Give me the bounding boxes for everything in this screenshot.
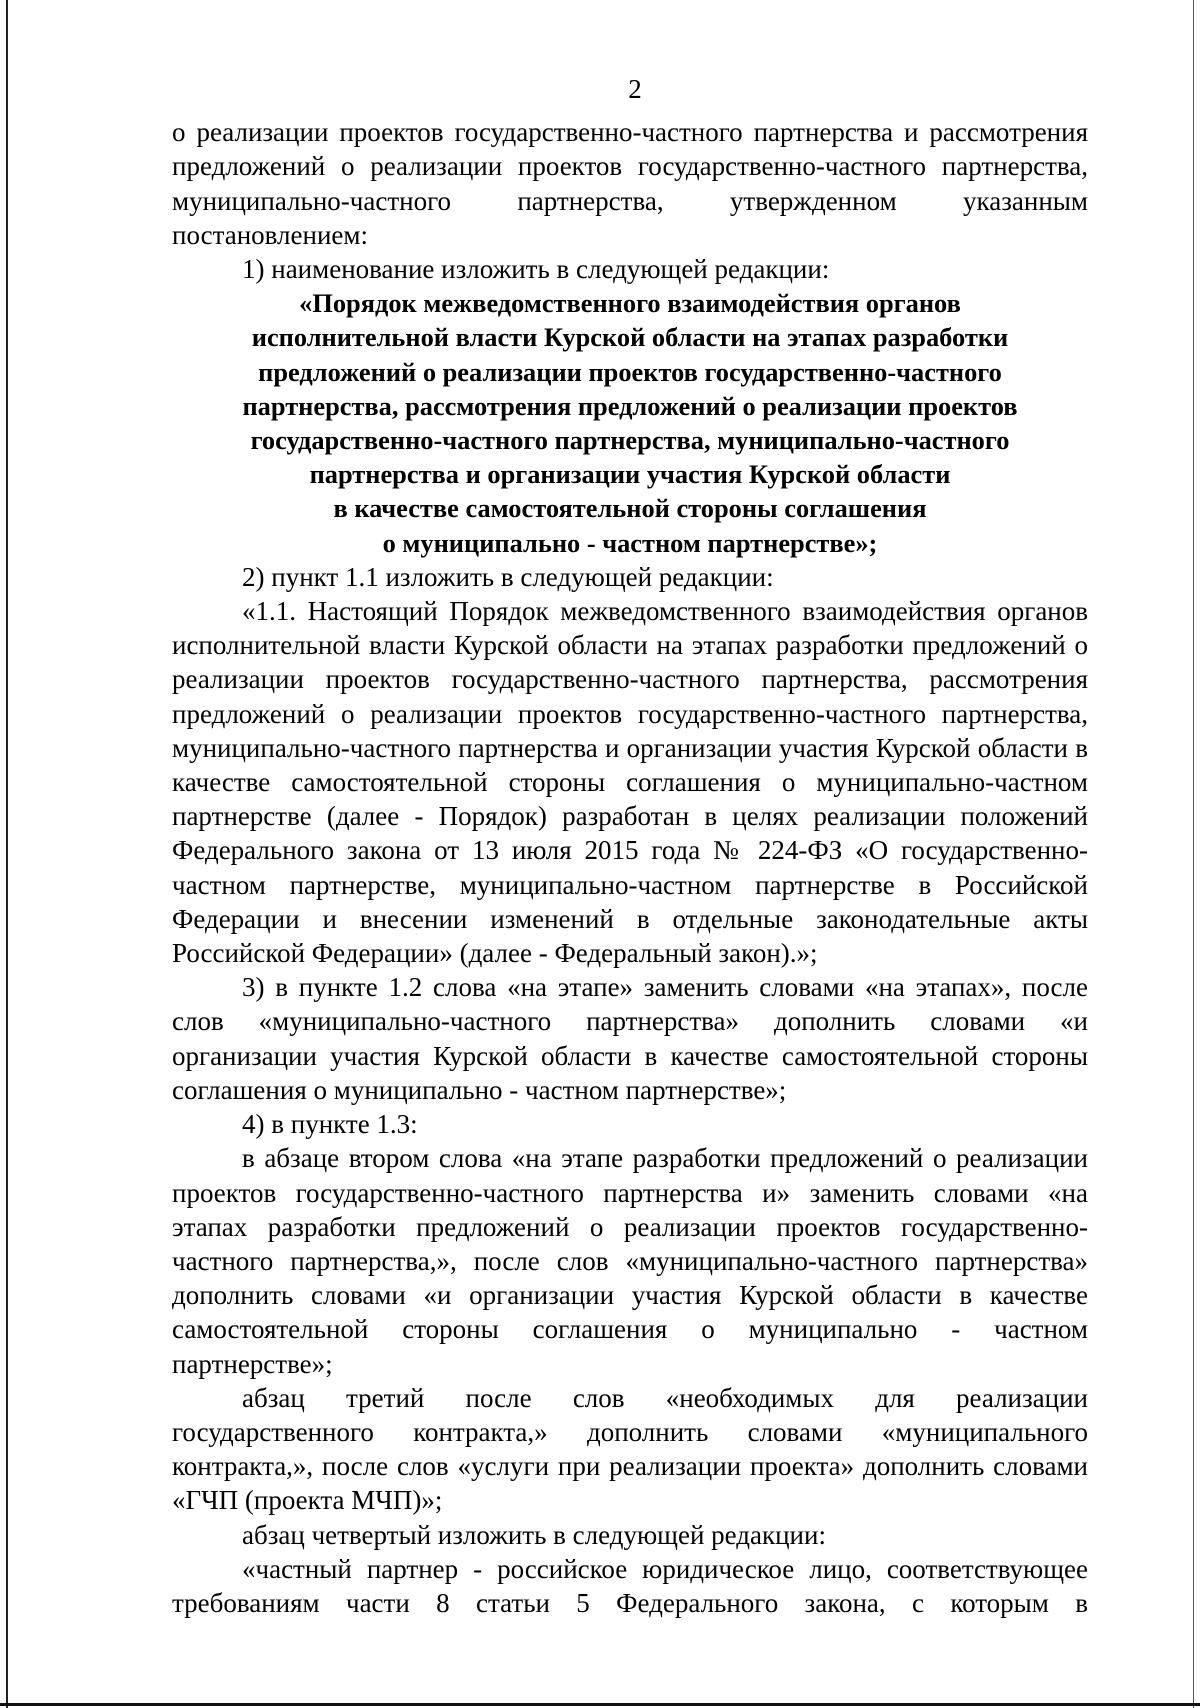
item-3: 3) в пункте 1.2 слова «на этапе» заменить словами «на этапах», после слов «муниципально-частного партнерства» дополнить словами «и организации участия Курской области в качестве самостоятельной стороны соглашения о муниципально - частном партнерстве»; [172,972,1088,1105]
item-2: 2) пункт 1.1 изложить в следующей редакции: [242,561,774,592]
scan-edge-bottom [0,1703,1200,1706]
scan-edge-right [1193,0,1194,1708]
intro-paragraph: о реализации проектов государственно-частного партнерства и рассмотрения предложений о реализации проектов государственно-частного партнерства, муниципально-частного партнерства, утвержденном указанным постановлением: [172,117,1088,250]
item-2-text: «1.1. Настоящий Порядок межведомственного взаимодействия органов исполнительной власти Курской области на этапах разработки предложений о реализации проектов государственно-частного партнерства, рассмотрения предложений о реализации проектов государственно-частного партнерства, муниципально-частного партнерства и организации участия Курской области в качестве самостоятельной стороны соглашения о муниципально-частном партнерстве (далее - Порядок) разработан в целях реализации положений Федерального закона от 13 июля 2015 года № 224-ФЗ «О государственно-частном партнерстве, муниципально-частном партнерстве в Российской Федерации и внесении изменений в отдельные законодательные акты Российской Федерации» (далее - Федеральный закон).»; [172,596,1088,969]
item-4-paragraph-4-text: «частный партнер - российское юридическое лицо, соответствующее требованиям части 8 статьи 5 Федерального закона, с которым в [172,1553,1088,1618]
document-page [172,72,1088,1620]
title-line: «Порядок межведомственного взаимодействия органов [299,288,961,319]
item-4-paragraph-4: абзац четвертый изложить в следующей редакции: [242,1519,826,1550]
title-line: партнерства и организации участия Курской области [309,459,951,490]
item-1: 1) наименование изложить в следующей редакции: [242,254,830,285]
item-4-paragraph-3: абзац третий после слов «необходимых для реализации государственного контракта,» дополнить словами «муниципального контракта,», после слов «услуги при реализации проекта» дополнить словами «ГЧП (проекта МЧП)»; [172,1382,1088,1516]
new-title-block [172,286,1088,560]
title-line: государственно-частного партнерства, муниципально-частного [250,425,1010,456]
item-4: 4) в пункте 1.3: [242,1109,418,1140]
page-number: 2 [628,74,642,104]
title-line: предложений о реализации проектов государственно-частного [258,356,1002,387]
title-line: партнерства, рассмотрения предложений о реализации проектов [242,390,1018,421]
item-4-paragraph-2: в абзаце втором слова «на этапе разработки предложений о реализации проектов государственно-частного партнерства и» заменить словами «на этапах разработки предложений о реализации проектов государственно-частного партнерства,», после слов «муниципально-частного партнерства» дополнить словами «и организации участия Курской области в качестве самостоятельной стороны соглашения о муниципально - частном партнерстве»; [172,1143,1088,1379]
title-line: в качестве самостоятельной стороны соглашения [333,493,927,524]
title-line: о муниципально - частном партнерстве»; [382,527,878,558]
scan-edge-left [6,0,8,1708]
title-line: исполнительной власти Курской области на этапах разработки [251,322,1009,353]
